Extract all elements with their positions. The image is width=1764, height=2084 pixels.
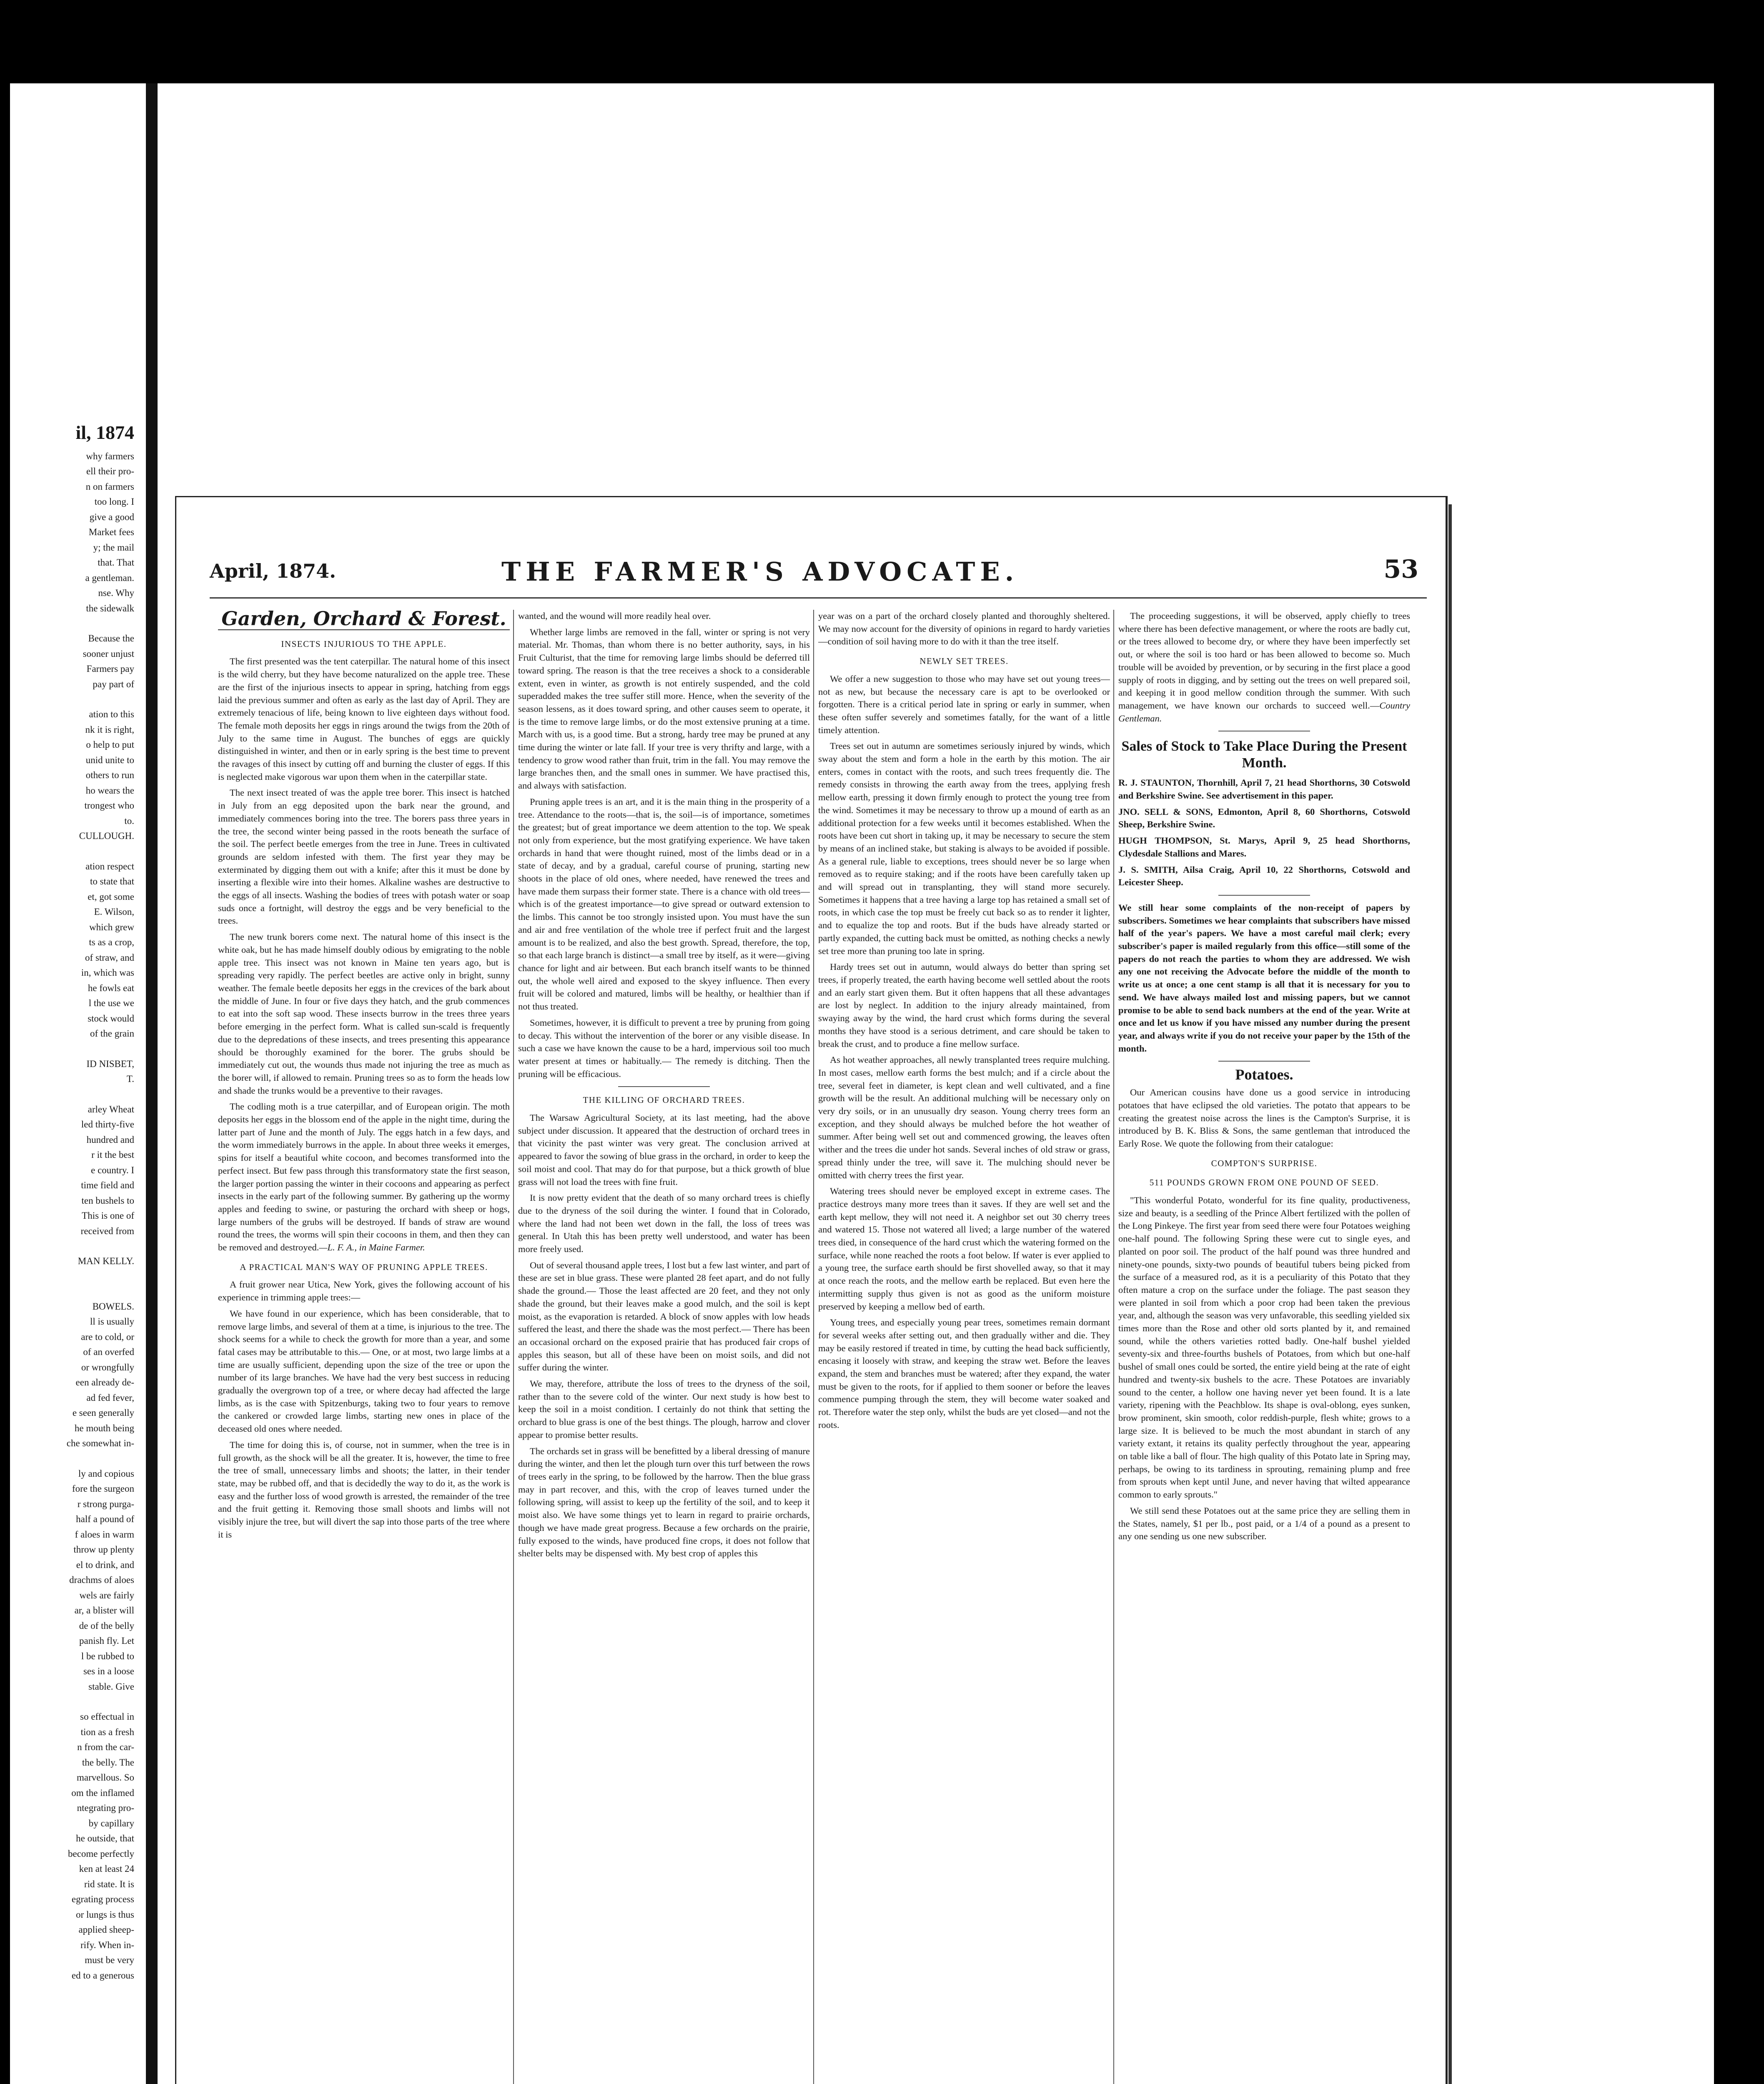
previous-page-line: f aloes in warm <box>75 1529 134 1540</box>
previous-page-line: wels are fairly <box>79 1590 134 1601</box>
previous-page-line: n from the car- <box>77 1742 134 1752</box>
previous-page-line: rid state. It is <box>84 1879 134 1889</box>
previous-page-line: panish fly. Let <box>79 1636 134 1646</box>
paragraph: year was on a part of the orchard closely planted and thoroughly sheltered. We may now account for the diversity of opinions in regard to hardy varieties—condition of soil having more to do with it than the tree itself. <box>818 611 1110 647</box>
paragraph: The Warsaw Agricultural Society, at its last meeting, had the above subject under discussion. It appeared that the destruction of orchard trees in that vicinity the past winter was very great. The conclusion arrived at appeared to favor the sowing of blue grass in the orchard, in order to keep the soil moist and cool. That may do for that purpose, but a thick growth of blue grass will not load the trees with fine fruit. <box>518 1112 810 1187</box>
previous-page-line: nse. Why <box>98 588 134 598</box>
previous-page-line: Because the <box>88 633 134 644</box>
previous-page-line: he fowls eat <box>88 982 134 993</box>
paragraph: A fruit grower near Utica, New York, gives the following account of his experience in trimming apple trees:— <box>218 1279 510 1303</box>
divider <box>1218 1061 1310 1062</box>
previous-page-line: a gentleman. <box>85 572 134 583</box>
previous-page-line: why farmers <box>86 451 134 461</box>
previous-page-line: by capillary <box>88 1818 134 1829</box>
previous-page-line: which grew <box>89 922 134 932</box>
previous-page-line: che somewhat in- <box>66 1438 134 1448</box>
previous-page-line: marvellous. So <box>77 1772 134 1783</box>
previous-page-line: e seen generally <box>72 1408 134 1418</box>
previous-page-line: ar, a blister will <box>74 1605 134 1616</box>
paragraph: Watering trees should never be employed except in extreme cases. The practice destroys many more trees than it saves. If they are well set and the earth kept mellow, they will not need it. A neighbor set out 30 cherry trees and watered 15. Those not watered all lived; a large number of the watered trees died, in consequence of the hard crust which the watering formed on the surface, while none reached the roots a foot below. If water is ever applied to a young tree, the surface earth should be first shovelled away, so that it may at once reach the roots, and the mellow earth be replaced. But even here the intermitting supply thus given is not as good as the uniform moisture preserved by keeping a mellow bed of earth. <box>818 1186 1110 1312</box>
previous-page-line: egrating process <box>71 1894 134 1904</box>
previous-page-line: of the grain <box>90 1028 134 1039</box>
paragraph: The time for doing this is, of course, not in summer, when the tree is in full growth, as the shock will be all the greater. It is, however, the time to free the tree of small, unnecessary limbs and shoots; the latter, in their tender state, may be rubbed off, and that is decidedly the way to do it, as the work is easy and the further loss of wood growth is arrested, the remainder of the tree and the fruit getting it. Removing those small shoots and limbs will not visibly injure the tree, but will divert the sap into those parts of the tree where it is <box>218 1439 510 1540</box>
paragraph: We offer a new suggestion to those who may have set out young trees—not as new, but because the necessary care is apt to be overlooked or forgotten. There is a critical period late in spring or early in summer, when these often suffer severely and sometimes fatally, for the want of a little timely attention. <box>818 673 1110 735</box>
previous-page-line: time field and <box>81 1180 134 1190</box>
previous-page-line: led thirty-five <box>81 1119 134 1130</box>
previous-page-line: become perfectly <box>68 1848 134 1859</box>
previous-page-line: e country. I <box>91 1165 134 1175</box>
previous-page-line: CULLOUGH. <box>79 831 134 841</box>
previous-page-line: MAN KELLY. <box>78 1256 134 1266</box>
column-rule <box>1113 610 1114 2084</box>
paragraph: Out of several thousand apple trees, I lost but a few last winter, and part of these are set in blue grass. These were planted 28 feet apart, and do not fully shade the ground.— Those the least affected are 20 feet, and they not only shade the ground, but their leaves make a good mulch, and the soil is kept moist, as the evaporation is retarded. A block of snow apples with low heads suffered the least, and there the shade was the most perfect.— There has been an occasional orchard on the exposed prairie that has produced fair crops of apples this season, but all of these have been on moist soils, and did not suffer during the winter. <box>518 1260 810 1373</box>
previous-page-line: unid unite to <box>85 754 134 765</box>
previous-page-line: l be rubbed to <box>81 1651 134 1661</box>
column-3 <box>818 610 1110 2084</box>
previous-page-line: ntegrating pro- <box>77 1803 134 1813</box>
paragraph: Hardy trees set out in autumn, would always do better than spring set trees, if properly treated, the earth having become well settled about the roots and an early start given them. But it often happens that all these advantages are lost by neglect. In addition to the injury already maintained, from swaying away by the wind, the hard crust which forms during the several months they have stood is a serious detriment, and care should be taken to break the crust, and to produce a fine mellow surface. <box>818 962 1110 1049</box>
previous-page-line: in, which was <box>81 967 134 978</box>
article-heading: COMPTON'S SURPRISE. <box>1211 1158 1318 1168</box>
previous-page-line: ten bushels to <box>81 1195 134 1206</box>
previous-page-line: ll is usually <box>90 1316 134 1327</box>
previous-page-line: of straw, and <box>85 952 134 963</box>
previous-page-line: fore the surgeon <box>72 1483 134 1494</box>
previous-page-line <box>0 1087 138 1102</box>
newspaper-page <box>175 496 1448 2084</box>
previous-page-line: others to run <box>85 770 134 780</box>
stock-sale-entry: J. S. SMITH, Ailsa Craig, April 10, 22 Shorthorns, Cotswold and Leicester Sheep. <box>1118 864 1410 888</box>
previous-page-line: so effectual in <box>80 1711 134 1722</box>
previous-page-line: must be very <box>85 1955 134 1965</box>
section-title: Garden, Orchard & Forest. <box>218 612 510 630</box>
previous-page-line <box>0 1694 138 1709</box>
paragraph: "This wonderful Potato, wonderful for its fine quality, productiveness, size and beauty, is a seedling of the Prince Albert fertilized with the pollen of the Long Pinkeye. The first year from seed there were four Potatoes weighing one-half pound. The following Spring these were cut to single eyes, and planted on poor soil. The product of the half pound was three hundred and ninety-one pounds, sixty-two pounds of beautiful tubers being picked from the surface of a measured rod, as it is a peculiarity of this Potato that they often mature a crop on the surface under the foliage. The past season they were planted in soil from which a poor crop had been taken the previous year, and, although the season was very unfavorable, this seedling yielded six times more than the Rose and other old sorts planted by it, and remained sound, while the others varieties rotted badly. One-half bushel yielded seventy-six and three-fourths bushels of Potatoes, from which but one-half bushel of small ones could be sorted, the entire yield being at the rate of eight hundred and twenty-six bushels to the acre. These Potatoes are invariably sound to the center, a hollow one having never yet been found. It is a late variety, ripening with the Peachblow. Its shape is oval-oblong, eyes sunken, brow prominent, skin smooth, color reddish-purple, flesh white; grows to a large size. It is believed to be much the most abundant in starch of any variety extant, it retains its quality perfectly throughout the year, appearing on table like a ball of flour. The high quality of this Potato late in Spring may, perhaps, be owing to its tardiness in sprouting, remaining plump and free from sprouts when kept until June, and never having that wilted appearance common to early sprouts." <box>1118 1195 1410 1500</box>
previous-page-line: ed to a generous <box>71 1970 134 1981</box>
paragraph: Trees set out in autumn are sometimes seriously injured by winds, which sway about the stem and form a hole in the earth by this motion. The air enters, comes in contact with the roots, and such trees frequently die. The remedy consists in throwing the earth away from the trees, applying fresh mellow earth, pressing it down firmly enough to protect the young tree from the wind. Sometimes it may be necessary to throw up a mound of earth as an additional protection for a few weeks until it becomes established. When the roots have been cut short in taking up, it may be necessary to secure the stem by means of an inclined stake, but staking is always to be avoided if possible. As a general rule, liable to exceptions, trees should never be so large when removed as to require staking; and if the roots have been carefully taken up and will spread out in transplanting, they will stand more securely. Sometimes it happens that a tree having a large top has retained a small set of roots, in which case the top must be freely cut back so as to render it lighter, and to equalize the top and roots. But if the buds have already started or partly expanded, the cutting back must be omitted, as nothing checks a newly set tree more than pruning too late in spring. <box>818 741 1110 956</box>
previous-page-line: r strong purga- <box>77 1498 134 1509</box>
column-rule <box>513 610 514 2084</box>
previous-page-line: et, got some <box>88 891 134 902</box>
paragraph: Sometimes, however, it is difficult to prevent a tree by pruning from going to decay. This without the intervention of the borer or any visible disease. In such a case we have known the cause to be a hard, impervious soil too much water present at times or habitually.— The remedy is ditching. Then the pruning will be efficacious. <box>518 1017 810 1079</box>
previous-page-line: ation respect <box>85 861 134 872</box>
previous-page-line: rify. When in- <box>80 1939 134 1950</box>
column-1 <box>218 610 510 2084</box>
previous-page-line: ad fed fever, <box>86 1392 134 1403</box>
previous-page-line: Market fees <box>88 527 134 537</box>
page-edge-rule <box>1448 504 1452 2084</box>
previous-page-line: o help to put <box>86 739 134 750</box>
divider <box>1218 895 1310 896</box>
stock-sale-entry: JNO. SELL & SONS, Edmonton, April 8, 60 Shorthorns, Cotswold Sheep, Berkshire Swine. <box>1118 806 1410 830</box>
paragraph: As hot weather approaches, all newly transplanted trees require mulching. In most cases, mellow earth forms the best mulch; and if a circle about the tree, several feet in diameter, is kept clean and well cultivated, and a fine growth will be the result. An additional mulching will be necessary only on very dry soils, or in an unusually dry season. Young cherry trees form an exception, and they should always be mulched before the hot weather of summer. After being well set out and commenced growing, the leaves often wither and the trees die under hot sands. Several inches of old straw or grass, spread thinly under the tree, will save it. The mulching should never be omitted with cherry trees the first year. <box>818 1055 1110 1180</box>
previous-page-line <box>0 844 138 859</box>
previous-page-line: give a good <box>89 511 134 522</box>
previous-page-line <box>0 692 138 707</box>
previous-page-line: stable. Give <box>88 1681 134 1692</box>
paragraph: The orchards set in grass will be benefitted by a liberal dressing of manure during the winter, and then let the plough turn over this turf between the rows of trees early in the spring, to be followed by the harrow. Then the blue grass may in part recover, and this, with the crop of leaves turned under the following spring, will assist to keep up the fertility of the soil, and to keep it moist also. We have some things yet to learn in regard to prairie orchards, though we have made great progress. Because a few orchards on the prairie, fully exposed to the winds, have produced fine crops, it does not follow that shelter belts may be dispensed with. My best crop of apples this <box>518 1445 810 1559</box>
paragraph: Whether large limbs are removed in the fall, winter or spring is not very material. Mr. Thomas, than whom there is no better authority, says, in his Fruit Culturist, that the time for removing large limbs should be deferred till toward spring. The reason is that the tree receives a shock to a considerable extent, even in winter, as growth is not entirely suspended, and the cold superadded makes the tree suffer still more. Hence, when the severity of the season lessens, as it does toward spring, and other causes seem to operate, it is the time to remove large limbs, or do the most extensive pruning at a time. March with us, is a good time. But a strong, hardy tree may be pruned at any time during the winter or late fall. If your tree is very thrifty and large, with a tendency to grow wood rather than fruit, trim in the fall. You may remove the large branches then, and the small ones in summer. We have practised this, and always with satisfaction. <box>518 626 810 791</box>
article-source: Country Gentleman. <box>1118 700 1410 724</box>
previous-page-line: hundred and <box>86 1134 134 1145</box>
previous-page-line: ation to this <box>89 709 134 719</box>
paragraph: The next insect treated of was the apple tree borer. This insect is hatched in July from an egg deposited upon the bark near the ground, and immediately commences boring into the tree. The borers pass three years in the tree, the second winter being passed in the roots beneath the surface of the soil. The perfect beetle emerges from the tree in June. Trees in cultivated grounds are seldom infested with them. The first year they may be exterminated by digging them out with a knife; after this it must be done by inserting a flexible wire into their homes. Alkaline washes are destructive to the eggs of all insects. Washing the bodies of trees with potash water or soap suds once a fortnight, will destroy the eggs and be very beneficial to the trees. <box>218 787 510 926</box>
previous-page-line: the belly. The <box>82 1757 134 1768</box>
paragraph: Young trees, and especially young pear trees, sometimes remain dormant for several weeks after setting out, and then gradually wither and die. They may be easily restored if treated in time, by cutting the head back sufficiently, encasing it loosely with straw, and keeping the straw wet. Before the leaves expand, the stem and branches must be watered; after they expand, the water must be given to the roots, for if applied to them sooner or before the leaves commence pumping through the stem, they will become water soaked and rot. Therefore water the step only, whilst the buds are yet closed—and not the roots. <box>818 1317 1110 1430</box>
previous-page-line: he outside, that <box>76 1833 134 1844</box>
previous-page-line <box>0 1451 138 1466</box>
paragraph: wanted, and the wound will more readily heal over. <box>518 611 711 621</box>
previous-page-line: sooner unjust <box>83 648 134 659</box>
divider <box>618 1086 710 1087</box>
previous-page-line <box>0 616 138 631</box>
previous-page-line: ly and copious <box>78 1468 134 1479</box>
article-heading: A PRACTICAL MAN'S WAY OF PRUNING APPLE TREES. <box>240 1262 488 1272</box>
previous-page-lines <box>0 449 138 1984</box>
previous-page-line: el to drink, and <box>76 1559 134 1570</box>
previous-page-line: or wrongfully <box>81 1362 134 1373</box>
paragraph: We may, therefore, attribute the loss of trees to the dryness of the soil, rather than to the severe cold of the winter. Our next study is how best to keep the soil in a moist condition. I certainly do not think that setting the orchard to blue grass is one of the best things. The plough, harrow and clover appear to promise better results. <box>518 1378 810 1440</box>
masthead-title: THE FARMER'S ADVOCATE. <box>501 556 1019 587</box>
previous-page-line: tion as a fresh <box>80 1726 134 1737</box>
paragraph <box>1118 610 1410 725</box>
article-columns <box>193 610 1427 2084</box>
article-heading: NEWLY SET TREES. <box>920 656 1009 666</box>
previous-page-line: too long. I <box>94 496 134 507</box>
paragraph <box>218 1100 510 1254</box>
previous-page-line: applied sheep- <box>78 1924 134 1935</box>
paragraph-text: The codling moth is a true caterpillar, and of European origin. The moth deposits her eggs in the blossom end of the apple in the night time, during the latter part of June and the month of July. The eggs hatch in a few days, and the worm immediately burrows in the apple. In about three weeks it emerges, spins for itself a beautiful white cocoon, and becomes transformed into the perfect insect. But few pass through this transformatory state the first season, the larger portion passing the winter in their cocoons and appearing as perfect insects in the early part of the following summer. By gathering up the wormy apples and feeding to swine, or pasturing the orchard with sheep or hogs, large numbers of the grubs will be destroyed. If bands of straw are wound round the trees, the worms will spin their cocoons in them, and then they can be removed and destroyed. <box>218 1101 510 1253</box>
previous-page-line: to. <box>124 815 134 826</box>
article-heading: Potatoes. <box>1235 1066 1293 1083</box>
paragraph: It is now pretty evident that the death of so many orchard trees is chiefly due to the dryness of the soil during the winter. I found that in Colorado, where the land had not been wet down in the fall, the loss of trees was general. In Utah this has been pretty well understood, and water has been more freely used. <box>518 1192 810 1255</box>
page-header <box>210 547 1427 599</box>
previous-page-line: he mouth being <box>74 1423 134 1433</box>
article-source: —L. F. A., in Maine Farmer. <box>319 1242 425 1253</box>
paragraph: We still send these Potatoes out at the same price they are selling them in the States, namely, $1 per lb., post paid, or a 1/4 of a pound as a present to any one sending us one new subscriber. <box>1118 1505 1410 1542</box>
previous-page-line: BOWELS. <box>92 1301 134 1312</box>
subscriber-notice: We still hear some complaints of the non-receipt of papers by subscribers. Sometimes we hear complaints that subscribers have missed half of the year's papers. We have a most careful mail clerk; every subscriber's paper is mailed regularly from this office—still some of the papers do not reach the parties to whom they are addressed. We wish any one not receiving the Advocate before the middle of the month to write us at once; a one cent stamp is all that it is necessary for you to send. We have always mailed lost and missing papers, but we cannot promise to be able to send back numbers at the end of the year. Write at once and let us know if you have missed any number during the present year, and always write if you do not receive your paper by the 15th of the month. <box>1118 902 1410 1054</box>
previous-page-line: arley Wheat <box>88 1104 134 1115</box>
previous-page-line: om the inflamed <box>71 1787 134 1798</box>
paragraph-text: The proceeding suggestions, it will be observed, apply chiefly to trees where there has been defective management, or where the roots are badly cut, or the trees allowed to become dry, or where they have been imperfectly set out, or where the soil is too hard or has been allowed to become so. Much trouble will be avoided by prevention, or by securing in the first place a good supply of roots in digging, and by setting out the trees on well prepared soil, and keeping it in good mellow condition through the summer. With such management, we have known our orchards to succeed well.— <box>1118 611 1410 711</box>
previous-page-line: ses in a loose <box>83 1666 134 1676</box>
previous-page-line: or lungs is thus <box>76 1909 134 1920</box>
previous-page-line: to state that <box>90 876 134 887</box>
stock-sale-entry: HUGH THOMPSON, St. Marys, April 9, 25 head Shorthorns, Clydesdale Stallions and Mares. <box>1118 835 1410 859</box>
previous-page-line: een already de- <box>75 1377 134 1388</box>
previous-page-line: ell their pro- <box>86 466 134 476</box>
previous-page-header: il, 1874 <box>75 422 134 443</box>
previous-page-line: n on farmers <box>85 481 134 492</box>
previous-page-line: trongest who <box>84 800 134 811</box>
previous-page-line: This is one of <box>82 1210 134 1221</box>
previous-page-line: y; the mail <box>93 542 134 553</box>
previous-page-line <box>0 1269 138 1284</box>
previous-page-line: r it the best <box>91 1150 134 1160</box>
previous-page-line <box>0 1239 138 1254</box>
column-4 <box>1118 610 1410 2084</box>
issue-date: April, 1874. <box>210 560 336 582</box>
previous-page-line: ho wears the <box>85 785 134 796</box>
stock-sale-entry: R. J. STAUNTON, Thornhill, April 7, 21 head Shorthorns, 30 Cotswold and Berkshire Swine. See advertisement in this paper. <box>1118 777 1410 801</box>
article-heading: INSECTS INJURIOUS TO THE APPLE. <box>281 639 447 649</box>
page-number: 53 <box>1383 555 1418 584</box>
previous-page-line: T. <box>126 1074 134 1084</box>
previous-page-line: ts as a crop, <box>89 937 134 947</box>
previous-page-line: nk it is right, <box>85 724 134 735</box>
previous-page-line: ID NISBET, <box>86 1058 134 1069</box>
previous-page-line: that. That <box>98 557 134 568</box>
previous-page-line: l the use we <box>88 998 134 1008</box>
previous-page-line: de of the belly <box>79 1620 134 1631</box>
previous-page-line: of an overfed <box>83 1347 134 1357</box>
previous-page-line: received from <box>80 1225 134 1236</box>
previous-page-fragment <box>0 417 138 2084</box>
article-subheading: 511 POUNDS GROWN FROM ONE POUND OF SEED. <box>1149 1177 1379 1188</box>
paragraph: The new trunk borers come next. The natural home of this insect is the white oak, but he has made himself doubly odious by emigrating to the noble apple tree. This insect was not known in Maine ten years ago, but is spreading very rapidly. The perfect beetles are active only in bright, sunny weather. The female beetle deposits her eggs in the crevices of the bark about the middle of June. In four or five days they hatch, and the grub commences to eat into the soft sap wood. These insects burrow in the trees three years before emerging in the perfect form. What is called sun-scald is frequently due to the depredations of these insects, and trees presenting this appearance should be thoroughly examined for the borer. The grubs should be immediately cut out, the wounds thus made not injuring the tree as much as the borer will, if allowed to remain. Pruning trees so as to form the heads low and shade the trunks would be a preventive to their ravages. <box>218 932 510 1096</box>
previous-page-line <box>0 1042 138 1057</box>
previous-page-line: pay part of <box>93 679 134 689</box>
previous-page-line: the sidewalk <box>86 603 134 614</box>
column-rule <box>813 610 814 2084</box>
column-2 <box>518 610 810 2084</box>
paragraph: Pruning apple trees is an art, and it is the main thing in the prosperity of a tree. Attendance to the roots—that is, the soil—is of importance, sometimes the greatest; but of great importance we deem attention to the top. We speak not only from experience, but the most gratifying experience. We have taken orchards in hand that were thought ruined, most of the limbs dead or in a state of decay, and by a gradual, careful course of pruning, starting new shoots in the place of old ones, where needed, have renewed the trees and have made them surpass their former state. There is a chance with old trees—which is of the greatest importance—to give spread or outward extension to the limbs. This cannot be too strongly insisted upon. You must have the sun and air and free ventilation of the whole tree if perfect fruit and the largest amount is to be realized, and also the best growth. Spread, therefore, the top, so that each large branch is distinct—a small tree by itself, as it were—giving chance for light and air between. But each branch itself wants to be thinned out, the whole well aired and exposed to the skyey influence. Then every fruit will be colored and matured, limbs will be healthy, or healthier than if not thus treated. <box>518 796 810 1012</box>
page-gutter-shadow <box>146 83 158 2084</box>
previous-page-line: Farmers pay <box>86 664 134 674</box>
previous-page-line: stock would <box>88 1013 134 1024</box>
previous-page-line <box>0 1284 138 1299</box>
paragraph: The first presented was the tent caterpillar. The natural home of this insect is the wild cherry, but they have become naturalized on the apple tree. These are the first of the injurious insects to appear in spring, hatching from eggs laid the previous summer and often as early as the last day of April. They are extremely tenacious of life, being known to live eighteen days without food. The female moth deposits her eggs in rings around the twigs from the 20th of July to the same time in August. The bunches of eggs are quickly distinguished in winter, and then or in early spring is the best time to prevent the ravages of this insect by cutting off and burning the cluster of eggs. If this is neglected make vigorous war upon them when in the caterpillar state. <box>218 656 510 782</box>
paragraph: Our American cousins have done us a good service in introducing potatoes that have eclipsed the old varieties. The potato that appears to be creating the greatest noise across the lines is the Campton's Surprise, it is introduced by B. K. Bliss & Sons, the same gentleman that introduced the Early Rose. We quote the following from their catalogue: <box>1118 1087 1410 1149</box>
article-heading: THE KILLING OF ORCHARD TREES. <box>583 1095 745 1105</box>
paragraph: We have found in our experience, which has been considerable, that to remove large limbs, and several of them at a time, is injurious to the tree. The shock seems for a while to check the growth for more than a year, and some fatal cases may be attributable to this.— One, or at most, two large limbs at a time are usually sufficient, depending upon the size of the tree or upon the number of its large branches. We have had the very best success in reducing gradually the overgrown top of a tree, or where decay had affected the large limbs, as is the case with Spitzenburgs, taking two to four years to remove the cankered or crowded large limbs, starting new ones in place of the deceased old ones where needed. <box>218 1308 510 1434</box>
previous-page-line: drachms of aloes <box>69 1575 134 1585</box>
previous-page-line: are to cold, or <box>81 1331 134 1342</box>
article-heading: Sales of Stock to Take Place During the Present Month. <box>1121 739 1407 771</box>
scan-border-right <box>1714 0 1764 2084</box>
previous-page-line: half a pound of <box>76 1514 134 1524</box>
previous-page-line: E. Wilson, <box>94 907 134 917</box>
previous-page-line: ken at least 24 <box>79 1864 134 1874</box>
scan-border-top <box>0 0 1764 83</box>
previous-page-line: throw up plenty <box>73 1544 134 1555</box>
